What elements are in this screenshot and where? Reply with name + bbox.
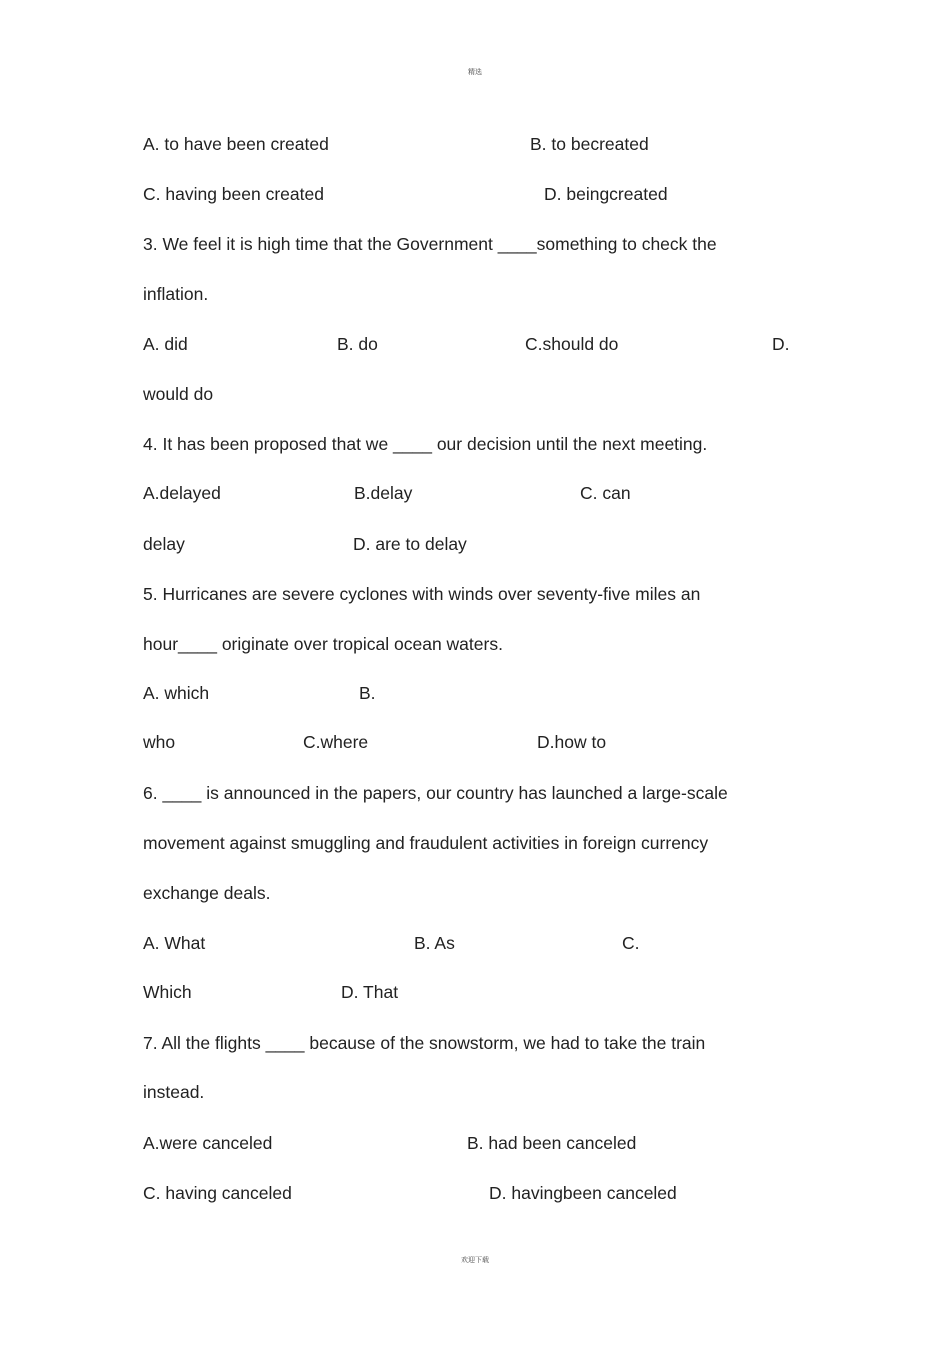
q3-option-d-prefix: D. [772,334,790,354]
q6-option-c-prefix: C. [622,933,640,953]
q5-stem-line2: hour____ originate over tropical ocean waters. [143,634,503,654]
q4-option-d: D. are to delay [353,534,467,554]
q6-option-c-rest: Which [143,982,192,1002]
q7-option-a: A.were canceled [143,1133,273,1153]
q7-stem-line2: instead. [143,1082,205,1102]
q5-stem-line1: 5. Hurricanes are severe cyclones with winds over seventy-five miles an [143,584,701,604]
q6-option-b: B. As [414,933,455,953]
page-header-mark: 精选 [468,68,482,76]
q3-stem-line1: 3. We feel it is high time that the Government ____something to check the [143,234,717,254]
q4-option-c-prefix: C. can [580,483,631,503]
q3-option-a: A. did [143,334,188,354]
q2-option-a: A. to have been created [143,134,329,154]
q3-option-d-rest: would do [143,384,214,404]
q6-stem-line2: movement against smuggling and fraudulent activities in foreign currency [143,833,709,853]
q4-option-b: B.delay [354,483,413,503]
q6-option-d: D. That [341,982,399,1002]
q2-option-c: C. having been created [143,184,324,204]
q4-option-a: A.delayed [143,483,221,503]
q5-option-c: C.where [303,732,369,752]
q5-option-b-prefix: B. [359,683,376,703]
q7-option-d: D. havingbeen canceled [489,1183,677,1203]
q4-option-c-rest: delay [143,534,185,554]
q7-option-b: B. had been canceled [467,1133,637,1153]
q3-option-b: B. do [337,334,378,354]
q6-option-a: A. What [143,933,206,953]
q5-option-d: D.how to [537,732,607,752]
q6-stem-line1: 6. ____ is announced in the papers, our country has launched a large-scale [143,783,728,803]
q5-option-b-rest: who [143,732,176,752]
page-footer-mark: 欢迎下载 [461,1256,489,1264]
q2-option-b: B. to becreated [530,134,649,154]
q6-stem-line3: exchange deals. [143,883,271,903]
q4-stem: 4. It has been proposed that we ____ our decision until the next meeting. [143,434,708,454]
q7-stem-line1: 7. All the flights ____ because of the snowstorm, we had to take the train [143,1033,706,1053]
q3-option-c: C.should do [525,334,619,354]
q2-option-d: D. beingcreated [544,184,668,204]
q7-option-c: C. having canceled [143,1183,292,1203]
q3-stem-line2: inflation. [143,284,209,304]
q5-option-a: A. which [143,683,210,703]
